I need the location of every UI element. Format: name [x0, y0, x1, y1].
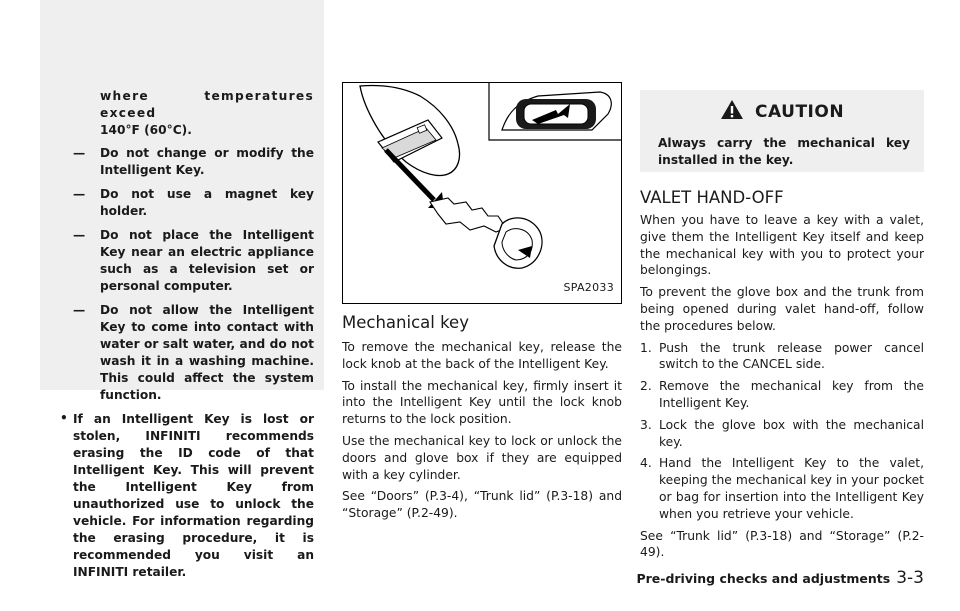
warning-sub-item-text: Do not use a magnet key holder.	[100, 187, 314, 218]
valet-title: VALET HAND-OFF	[640, 188, 784, 207]
warning-continuation-panel	[40, 0, 324, 579]
page-number: 3-3	[896, 568, 924, 588]
bullet-marker: •	[60, 411, 68, 425]
warning-bullet-text: If an Intelligent Key is lost or stolen, INFINITI recommends erasing the ID code of that Intelligent Key. This will prevent the Intelligent Key from unauthorized use to unlock the vehicle. For information regarding the erasing procedure, it is recommended you visit an INFINITI retailer.	[73, 412, 314, 579]
step-number: 1.	[640, 340, 652, 355]
numbered-step	[640, 417, 924, 451]
mechanical-key-figure	[342, 82, 622, 304]
warning-sub-item-text: Do not change or modify the Intelligent Key.	[100, 146, 314, 177]
dash-marker: —	[73, 228, 86, 242]
warning-triangle-icon	[720, 99, 744, 124]
step-number: 3.	[640, 417, 652, 432]
step-number: 2.	[640, 379, 652, 394]
continuation-line: where temperatures exceed	[100, 89, 314, 120]
mechanical-key-body	[342, 339, 622, 527]
footer-section-name: Pre-driving checks and adjustments	[636, 571, 891, 586]
caution-text: Always carry the mechanical key installed in the key.	[658, 136, 910, 167]
step-text: Push the trunk release power cancel switch to the CANCEL side.	[659, 340, 924, 372]
dash-marker: —	[73, 303, 86, 317]
warning-list	[40, 88, 324, 581]
page-footer	[636, 568, 924, 588]
mechanical-key-title: Mechanical key	[342, 313, 469, 332]
paragraph: To remove the mechanical key, release the lock knob at the back of the Intelligent Key.	[342, 340, 622, 371]
warning-sub-item-text: Do not allow the Intelligent Key to come into contact with water or salt water, and do not wash it in a washing machine. This could affect the system function.	[100, 303, 314, 402]
valet-body	[640, 212, 924, 566]
valet-column	[640, 0, 924, 611]
numbered-step	[640, 455, 924, 522]
numbered-step	[640, 378, 924, 412]
caution-box	[640, 90, 924, 172]
warning-sub-item	[40, 186, 324, 220]
warning-bullet-item	[40, 411, 324, 581]
paragraph: See “Doors” (P.3-4), “Trunk lid” (P.3-18) and “Storage” (P.2-49).	[342, 489, 622, 521]
warning-sub-item	[40, 145, 324, 179]
warning-sub-item	[40, 227, 324, 295]
paragraph: To prevent the glove box and the trunk from being opened during valet hand-off, follow the procedures below.	[640, 285, 924, 333]
step-number: 4.	[640, 456, 652, 471]
warning-sub-item	[40, 302, 324, 404]
dash-marker: —	[73, 146, 86, 160]
figure-label: SPA2033	[563, 281, 614, 294]
step-text: Remove the mechanical key from the Intelligent Key.	[659, 379, 924, 410]
numbered-step	[640, 340, 924, 374]
key-removal-illustration	[342, 82, 622, 304]
warning-sub-item-text: Do not place the Intelligent Key near an electric appliance such as a television set or personal computer.	[100, 228, 314, 293]
paragraph: When you have to leave a key with a valet, give them the Intelligent Key itself and keep the mechanical key with you to protect your belongings.	[640, 213, 924, 278]
paragraph: See “Trunk lid” (P.3-18) and “Storage” (P.2-49).	[640, 528, 924, 560]
step-text: Hand the Intelligent Key to the valet, keeping the mechanical key in your pocket or bag for insertion into the Intelligent Key when you retrieve your vehicle.	[659, 456, 924, 521]
continuation-line: 140°F (60°C).	[100, 123, 192, 137]
caution-heading: CAUTION	[755, 101, 845, 122]
caution-header	[640, 99, 924, 129]
mechanical-key-column	[342, 0, 622, 611]
paragraph: Use the mechanical key to lock or unlock the doors and glove box if they are equipped with a key cylinder.	[342, 433, 622, 482]
dash-marker: —	[73, 187, 86, 201]
paragraph: To install the mechanical key, firmly insert it into the Intelligent Key until the lock knob returns to the lock position.	[342, 378, 622, 427]
step-text: Lock the glove box with the mechanical key.	[659, 417, 924, 449]
